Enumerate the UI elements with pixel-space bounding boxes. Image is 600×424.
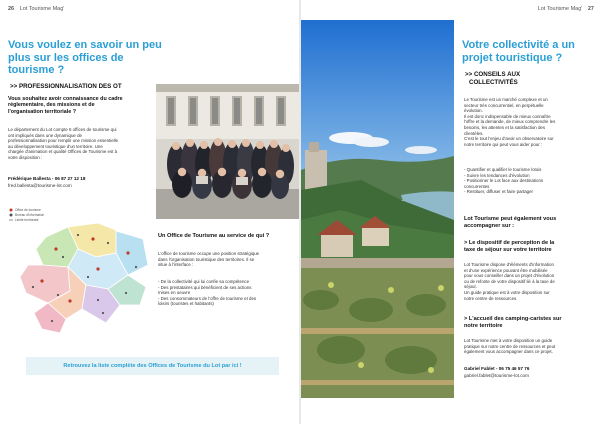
text-line: L'office de tourisme occupe une position stratégique [158, 251, 260, 256]
left-page [0, 0, 299, 424]
list-item: mises en oeuvre [158, 290, 191, 296]
list-item: loisirs (touristes et habitants) [158, 301, 214, 307]
section-heading-conseils [465, 71, 520, 86]
list-item: - Des consommateurs de l'offre de tourisme et des [158, 295, 257, 301]
accompagnement-heading [464, 216, 598, 229]
text-line: l'organisation territoriale ? [8, 108, 77, 115]
magazine-name: Lot Tourisme Mag' [19, 6, 65, 12]
village-photo-image [301, 20, 454, 398]
contact-email[interactable]: fred.ballesta@tourisme-lot.com [8, 183, 72, 188]
map-legend-label: Office de tourisme [15, 208, 41, 213]
list-item: - Suivre les tendances d'évolution [464, 172, 530, 178]
list-item: - Restituer, diffuser et faire partager [464, 189, 533, 195]
right-page [301, 0, 600, 424]
offices-list-link[interactable]: Retrouvez la liste complète des Offices de Tourisme du Lot par ici ! [26, 357, 279, 375]
list-item: - Des prestataires qui bénéficient de ses actions [158, 284, 252, 290]
heading-line: Lot Tourisme peut également vous [464, 216, 557, 222]
text-line: C'est le tout l'enjeu d'avoir un observatoire sur [464, 136, 554, 142]
contact-name: Frédérique Ballesta - 06 87 27 12 18 [8, 176, 86, 181]
left-page-runner [8, 6, 64, 12]
text-line: clientèles. [464, 130, 484, 136]
list-item: - De la collectivité qui lui confie sa compétence [158, 279, 250, 284]
text-line: Vous souhaitez avoir connaissance du cadre [8, 96, 123, 102]
right-page-title [462, 39, 598, 64]
magazine-name: Lot Tourisme Mag' [537, 6, 583, 12]
section-heading-professionnalisation: >> PROFESSIONNALISATION DES OT [10, 83, 122, 90]
text-line: Le Tourisme est un marché complexe et un [464, 97, 548, 102]
title-line: projet touristique ? [462, 51, 563, 64]
group-photo-image [156, 84, 299, 219]
text-line: séjour. [464, 284, 477, 290]
map-legend [9, 209, 13, 221]
professionnalisation-paragraph [8, 127, 158, 161]
text-line: l'offre et la demande, de mieux comprendre les [464, 119, 556, 125]
text-line: Le département du Lot compte 6 offices de tourisme qui [8, 127, 117, 132]
heading-line: > L'accueil des camping-caristes sur [464, 316, 562, 322]
title-line: Votre collectivité a un [462, 39, 575, 51]
text-line: besoins, les attentes et la satisfaction des [464, 124, 546, 130]
text-line: ou de refonte de votre dispositif lié à la taxe de [464, 278, 555, 284]
lot-department-map [8, 205, 153, 340]
office-service-paragraph [158, 251, 296, 268]
village-photo [301, 20, 454, 398]
office-service-heading: Un Office de Tourisme au service de qui ? [158, 233, 270, 239]
text-line: ont impliqués dans une dynamique de [8, 132, 82, 138]
text-line: réglementaire, des missions et de [8, 102, 95, 109]
intro-question [8, 96, 158, 115]
text-line: également vous accompagner dans ce projet. [464, 349, 553, 355]
page-number: 27 [587, 6, 594, 12]
heading-line: taxe de séjour sur votre territoire [464, 246, 552, 253]
list-item: concurrentes [464, 183, 490, 189]
heading-line: accompagner sur : [464, 222, 515, 229]
camping-cars-heading [464, 316, 598, 329]
text-line: Il est donc indispensable de mieux connaître [464, 113, 551, 119]
page-number: 26 [8, 6, 15, 12]
taxe-sejour-heading [464, 240, 598, 253]
text-line: et d'une expérience pouvant être mobilisée [464, 267, 548, 273]
text-line: dans l'organisation touristique des territoires. Il se [158, 256, 255, 262]
right-page-runner [538, 6, 594, 12]
text-line: chargée d'animation et qualité Offices de Tourisme est à [8, 149, 118, 155]
text-line: professionnalisation pour remplir une mission essentielle [8, 138, 119, 144]
text-line: votre disposition : [8, 154, 43, 160]
text-line: notre centre de ressources. [464, 295, 518, 301]
taxe-sejour-paragraph [464, 262, 598, 301]
map-legend-label: Limite territoriale [15, 218, 39, 223]
text-line: notre territoire qui peut vous aider pour : [464, 141, 543, 147]
text-line: Un guide pratique est à votre disposition sur [464, 289, 550, 295]
heading-line: > Le dispositif de perception de la [464, 240, 555, 246]
heading-line: >> CONSEILS AUX [465, 71, 521, 78]
text-line: secteur très concurrentiel, en perpétuelle [464, 102, 544, 108]
heading-line: COLLECTIVITÉS [469, 78, 518, 86]
heading-line: notre territoire [464, 322, 503, 329]
text-line: pratique sur notre centre de ressources et peut [464, 343, 556, 349]
offices-map [8, 205, 153, 340]
title-line: plus sur les offices de [8, 51, 124, 64]
left-page-title [8, 39, 163, 77]
text-line: situe à l'interface : [158, 262, 194, 268]
text-line: évolution. [464, 108, 483, 114]
observatoire-list [464, 167, 598, 195]
contact-name: Gabriel Fablet - 06 75 46 57 76 [464, 366, 530, 371]
text-line: pour vous conseiller dans un projet d'évolution [464, 273, 555, 279]
list-item: - Quantifier et qualifier le tourisme lotois [464, 167, 542, 172]
map-legend-label: Bureau d'information [15, 213, 45, 218]
text-line: Lot Tourisme met à votre disposition un guide [464, 338, 553, 343]
list-item: - Positionner le Lot face aux destinations [464, 178, 544, 184]
observatoire-paragraph [464, 97, 598, 147]
text-line: au développement touristique d'un territoire. Une [8, 143, 103, 149]
camping-cars-paragraph [464, 338, 598, 355]
group-photo [156, 84, 299, 219]
title-line: Vous voulez en savoir un peu [8, 39, 162, 51]
contact-email[interactable]: gabriel.fablet@tourisme-lot.com [464, 373, 529, 378]
office-service-list [158, 279, 296, 307]
text-line: Lot Tourisme dispose d'éléments d'information [464, 262, 554, 267]
title-line: tourisme ? [8, 64, 65, 76]
